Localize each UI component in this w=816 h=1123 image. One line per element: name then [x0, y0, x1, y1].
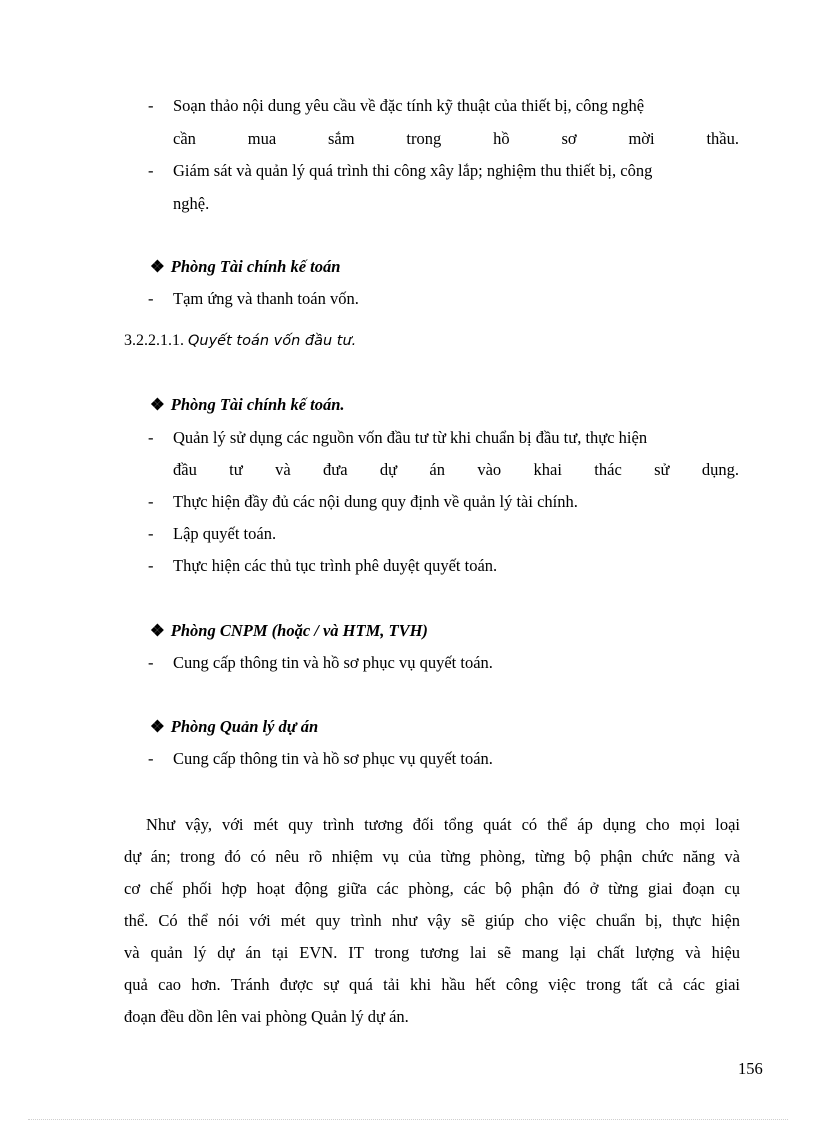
subsection-title: Quyết toán vốn đầu tư. — [188, 333, 357, 349]
bullet-dash: - — [148, 96, 154, 115]
heading-title: Phòng Tài chính kế toán. — [170, 395, 345, 414]
paragraph-line: cơ chế phối hợp hoạt động giữa các phòng, các bộ phận đó ở từng giai đoạn cụ — [124, 879, 740, 898]
bullet-item-line: cần mua sắm trong hồ sơ mời thầu. — [173, 129, 739, 148]
diamond-bullet-icon: ❖ — [150, 395, 165, 414]
bullet-item-line: Tạm ứng và thanh toán vốn. — [173, 289, 359, 308]
section-heading-cnpm — [150, 620, 428, 642]
bullet-item-line: Soạn thảo nội dung yêu cầu về đặc tính kỹ thuật của thiết bị, công nghệ — [173, 96, 645, 115]
footer-divider — [28, 1119, 788, 1120]
paragraph-line: dự án; trong đó có nêu rõ nhiệm vụ của từng phòng, từng bộ phận chức năng và — [124, 847, 740, 866]
bullet-dash: - — [148, 492, 154, 511]
page-number: 156 — [738, 1059, 763, 1078]
diamond-bullet-icon: ❖ — [150, 621, 165, 640]
bullet-item-line: Thực hiện đầy đủ các nội dung quy định về quản lý tài chính. — [173, 492, 578, 511]
bullet-dash: - — [148, 524, 154, 543]
paragraph-line: đoạn đều dồn lên vai phòng Quản lý dự án. — [124, 1007, 409, 1026]
paragraph-line: Như vậy, với mét quy trình tương đối tổng quát có thể áp dụng cho mọi loại — [146, 815, 740, 834]
bullet-item-line: Cung cấp thông tin và hồ sơ phục vụ quyết toán. — [173, 653, 493, 672]
bullet-item-line: Cung cấp thông tin và hồ sơ phục vụ quyết toán. — [173, 749, 493, 768]
diamond-bullet-icon: ❖ — [150, 257, 165, 276]
heading-title: Phòng Tài chính kế toán — [170, 257, 341, 276]
section-heading-finance-2 — [150, 394, 345, 416]
bullet-dash: - — [148, 161, 154, 180]
bullet-item-line: Quản lý sử dụng các nguồn vốn đầu tư từ khi chuẩn bị đầu tư, thực hiện — [173, 428, 648, 447]
heading-title: Phòng CNPM (hoặc / và HTM, TVH) — [170, 621, 428, 640]
paragraph-line: thể. Có thể nói với mét quy trình như vậy sẽ giúp cho việc chuẩn bị, thực hiện — [124, 911, 740, 930]
bullet-item-line: Thực hiện các thủ tục trình phê duyệt quyết toán. — [173, 556, 498, 575]
paragraph-line: và quản lý dự án tại EVN. IT trong tương lai sẽ mang lại chất lượng và hiệu — [124, 943, 740, 962]
subsection-number: 3.2.2.1.1. — [124, 332, 184, 349]
diamond-bullet-icon: ❖ — [150, 717, 165, 736]
bullet-dash: - — [148, 428, 154, 447]
bullet-dash: - — [148, 653, 154, 672]
heading-title: Phòng Quản lý dự án — [170, 717, 319, 736]
bullet-item-line: Giám sát và quản lý quá trình thi công xây lắp; nghiệm thu thiết bị, công — [173, 161, 653, 180]
section-heading-finance — [150, 256, 340, 278]
bullet-dash: - — [148, 749, 154, 768]
subsection-heading — [124, 330, 356, 352]
bullet-dash: - — [148, 289, 154, 308]
bullet-dash: - — [148, 556, 154, 575]
section-heading-project — [150, 716, 318, 738]
bullet-item-line: đầu tư và đưa dự án vào khai thác sử dụng. — [173, 460, 739, 479]
bullet-item-line: nghệ. — [173, 194, 210, 213]
paragraph-line: quả cao hơn. Tránh được sự quá tải khi hầu hết công việc trong tất cả các giai — [124, 975, 740, 994]
bullet-item-line: Lập quyết toán. — [173, 524, 277, 543]
